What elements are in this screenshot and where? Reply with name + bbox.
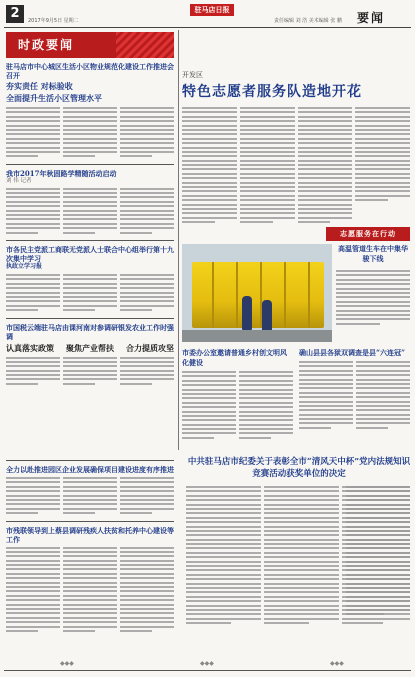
banner-title: 时政要闻 (18, 38, 75, 52)
award-list (346, 486, 410, 618)
truck-photo[interactable] (182, 244, 332, 342)
article-mid-2-headline: 确山县县各狱双调查是县“六连冠” (299, 348, 406, 357)
article-3-body (6, 274, 174, 314)
footer-ornament: ◆◆◆ (330, 660, 344, 667)
editor-line: 责任编辑 刘 浩 美术编辑 张 鹏 (274, 18, 342, 24)
right-column (182, 32, 410, 226)
article-mid-1[interactable] (182, 348, 293, 441)
article-3-subline: 执政立学习报 (6, 262, 43, 270)
divider (6, 318, 174, 319)
article-5[interactable] (6, 465, 174, 517)
volunteer-tag: 志愿服务在行动 (326, 227, 410, 241)
article-kicker: 开发区 (182, 71, 203, 79)
slogan-3: 合力提质攻坚 (126, 342, 174, 353)
lead-article-body (182, 107, 410, 226)
article-1-body (6, 107, 174, 160)
banner-decoration (116, 32, 174, 58)
photo-caption-title: 高温管道生车在中集华骏下线 (338, 244, 408, 263)
article-4-body (6, 357, 174, 388)
page-header (4, 2, 411, 28)
footer-ornament: ◆◆◆ (60, 660, 74, 667)
article-2-headline: 我市2017年秋固路学精随活动启动 (6, 168, 117, 178)
masthead-logo: 驻马店日报 (190, 4, 234, 16)
article-4-headline: 市国税云端驻马店由课河南对参调研银发农业工作时强调 (6, 322, 174, 341)
left-column (6, 32, 174, 387)
issue-date: 2017年9月5日 星期二 (28, 18, 79, 24)
section-banner (6, 32, 174, 58)
article-4-slogans (6, 343, 174, 354)
slogan-2: 聚焦产业帮扶 (66, 342, 114, 353)
article-2-body (6, 188, 174, 236)
article-1[interactable] (6, 62, 174, 160)
article-3[interactable] (6, 245, 174, 314)
article-1-subhead: 夯实责任 对标验收 (6, 82, 73, 91)
section-title: 要闻 (356, 11, 385, 25)
divider (6, 460, 174, 461)
article-6[interactable] (6, 526, 174, 635)
divider (6, 164, 174, 165)
article-3-headline: 市各民主党派工商联无党派人士联合中心组举行第十九次集中学习 (6, 244, 174, 263)
page-footer-rule (4, 670, 411, 671)
article-4[interactable] (6, 323, 174, 388)
truck-image (192, 262, 324, 328)
lead-headline[interactable]: 特色志愿者服务队造地开花 (182, 84, 362, 100)
divider (6, 521, 174, 522)
worker-figure (242, 296, 252, 330)
decision-headline[interactable]: 中共驻马店市纪委关于表彰全市“清风天中杯”党内法规知识竞赛活动获奖单位的决定 (187, 457, 411, 479)
lower-left-articles (6, 456, 174, 634)
article-2[interactable] (6, 169, 174, 236)
worker-figure (262, 300, 272, 334)
article-5-body (6, 477, 174, 517)
photo-caption (336, 244, 410, 327)
article-2-byline: 刘 伟 记者 (6, 177, 32, 184)
article-6-headline: 市残联领导到上蔡县调研残疾人扶贫和托养中心建设等工作 (6, 525, 174, 544)
article-6-body (6, 547, 174, 635)
divider (6, 240, 174, 241)
slogan-1: 认真落实政策 (6, 342, 54, 353)
ground (182, 330, 332, 342)
article-mid-1-headline: 市委办公室邀请普通乡村创文明风化健设 (182, 348, 287, 367)
middle-articles (182, 348, 410, 441)
article-1-headline: 驻马店市中心城区生活小区物业规范化建设工作推进会召开 (6, 62, 174, 80)
footer-ornament: ◆◆◆ (200, 660, 214, 667)
article-1-subhead-2: 全面提升生活小区管理水平 (6, 94, 102, 103)
article-5-headline: 全力以赴推进园区企业发展确保项目建设进度有序推进 (6, 465, 174, 474)
article-mid-2[interactable] (299, 348, 410, 441)
page-number: 2 (6, 5, 24, 23)
column-divider (178, 30, 179, 450)
